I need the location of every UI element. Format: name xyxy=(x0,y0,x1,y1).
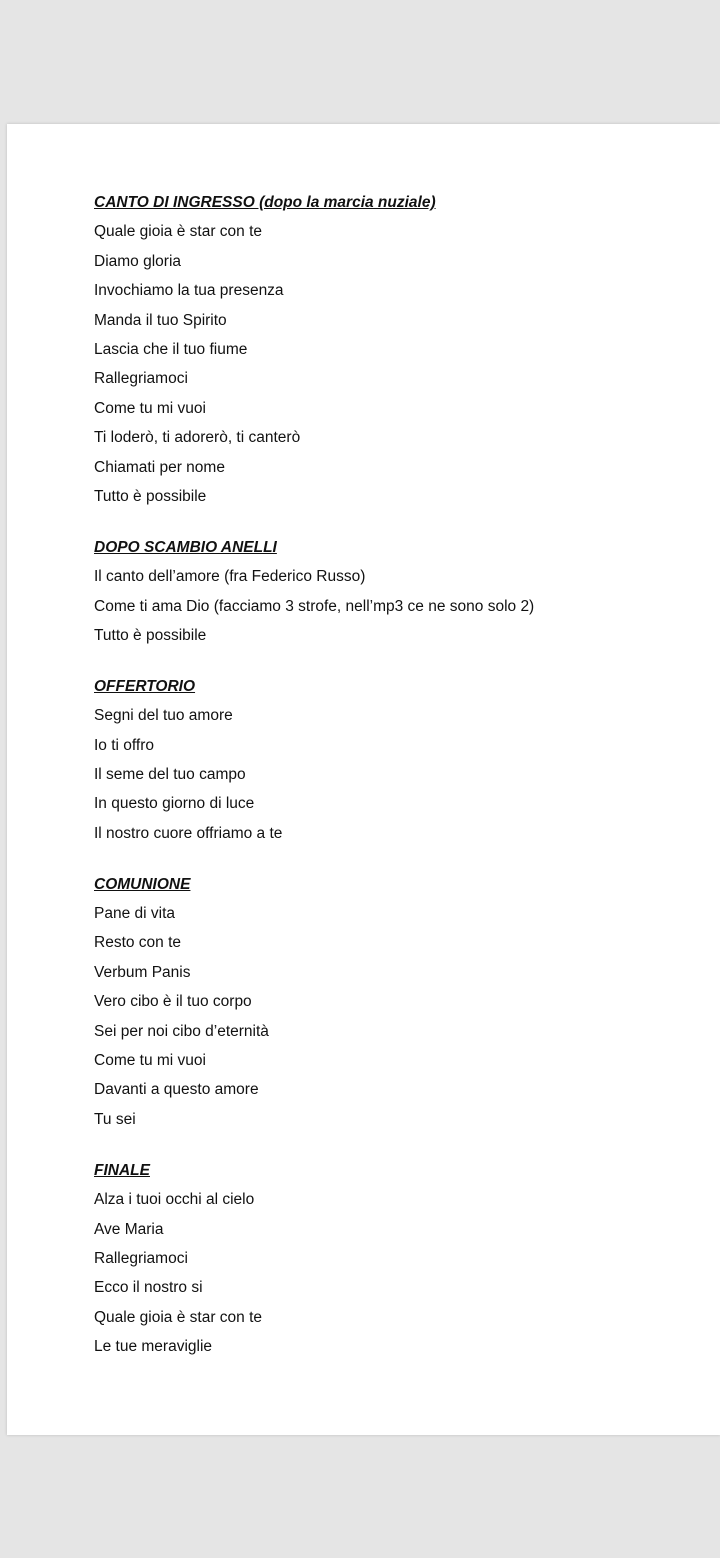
song-line: Pane di vita xyxy=(94,905,175,923)
song-line: Segni del tuo amore xyxy=(94,707,233,725)
song-line: Ave Maria xyxy=(94,1220,164,1238)
song-line: Il canto dell’amore (fra Federico Russo) xyxy=(94,568,366,586)
section-heading: COMUNIONE xyxy=(94,875,191,893)
section-comunione xyxy=(94,870,700,1135)
section-finale xyxy=(94,1156,700,1362)
song-line: Tutto è possibile xyxy=(94,626,207,644)
song-line: Lascia che il tuo fiume xyxy=(94,340,248,358)
document-content xyxy=(94,188,700,1361)
song-line: Chiamati per nome xyxy=(94,458,225,476)
song-line: Io ti offro xyxy=(94,736,155,754)
song-line: Ti loderò, ti adorerò, ti canterò xyxy=(94,429,301,447)
section-dopo-scambio-anelli xyxy=(94,533,700,651)
song-line: Come ti ama Dio (facciamo 3 strofe, nell’mp3 ce ne sono solo 2) xyxy=(94,597,535,615)
section-heading: OFFERTORIO xyxy=(94,677,196,695)
song-line: Resto con te xyxy=(94,934,182,952)
song-line: Verbum Panis xyxy=(94,963,191,981)
song-line: Davanti a questo amore xyxy=(94,1081,259,1099)
song-line: Ecco il nostro si xyxy=(94,1279,203,1297)
song-line: Tu sei xyxy=(94,1110,136,1128)
document-page xyxy=(7,124,720,1435)
song-line: Invochiamo la tua presenza xyxy=(94,282,284,300)
section-offertorio xyxy=(94,672,700,848)
song-line: Quale gioia è star con te xyxy=(94,223,263,241)
song-line: Vero cibo è il tuo corpo xyxy=(94,993,252,1011)
section-canto-di-ingresso xyxy=(94,188,700,511)
song-line: Sei per noi cibo d’eternità xyxy=(94,1022,269,1040)
song-line: In questo giorno di luce xyxy=(94,795,255,813)
song-line: Rallegriamoci xyxy=(94,370,188,388)
song-line: Il nostro cuore offriamo a te xyxy=(94,824,283,842)
song-line: Alza i tuoi occhi al cielo xyxy=(94,1191,255,1209)
song-line: Manda il tuo Spirito xyxy=(94,311,227,329)
section-heading: DOPO SCAMBIO ANELLI xyxy=(94,538,277,556)
section-heading: FINALE xyxy=(94,1161,150,1179)
song-line: Come tu mi vuoi xyxy=(94,399,206,417)
song-line: Tutto è possibile xyxy=(94,487,207,505)
song-line: Il seme del tuo campo xyxy=(94,766,246,784)
song-line: Quale gioia è star con te xyxy=(94,1308,263,1326)
song-line: Diamo gloria xyxy=(94,252,182,270)
section-heading: CANTO DI INGRESSO (dopo la marcia nuziale) xyxy=(94,194,436,211)
song-line: Come tu mi vuoi xyxy=(94,1052,206,1070)
song-line: Le tue meraviglie xyxy=(94,1338,213,1356)
song-line: Rallegriamoci xyxy=(94,1249,188,1267)
